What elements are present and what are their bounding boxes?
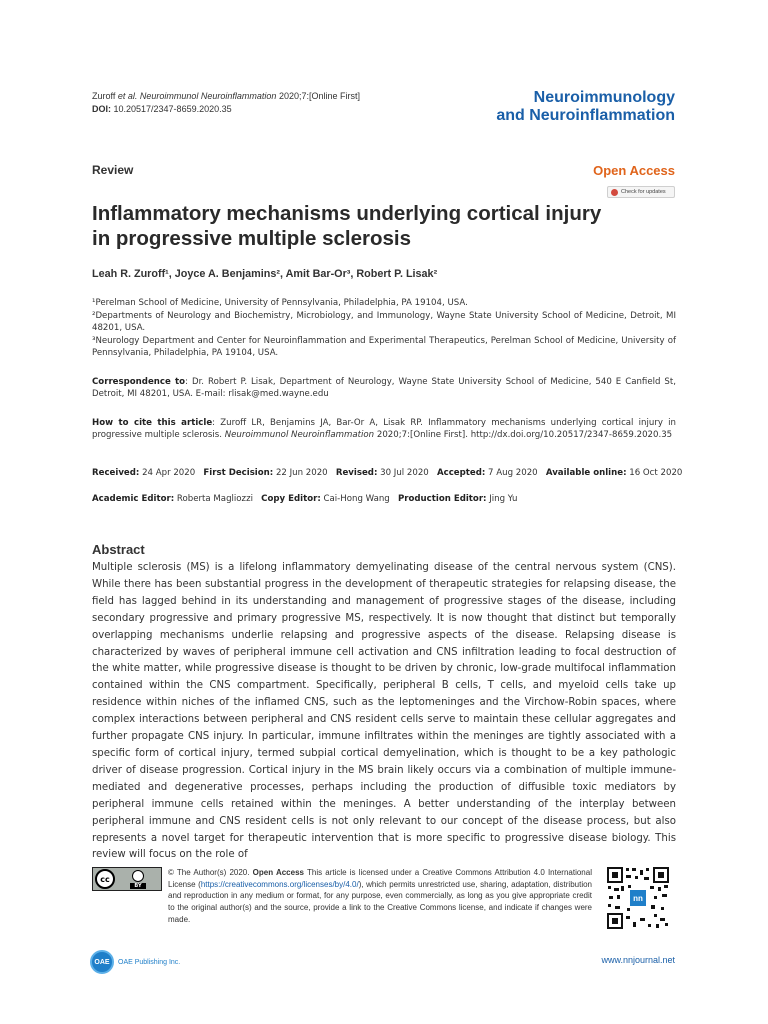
- cc-icon: [95, 869, 115, 889]
- article-type: Review: [92, 163, 134, 177]
- production-editor-label: Production Editor:: [397, 494, 487, 504]
- revised-date: 30 Jul 2020: [377, 468, 429, 478]
- correspondence-text: : Dr. Robert P. Lisak, Department of Neurology, Wayne State University School of Medicine, 540 E Canfield St, Detroit, MI 48201, USA. E-mail: rlisak@med.wayne.edu: [92, 377, 676, 400]
- citation-authors: Zuroff: [92, 91, 118, 101]
- abstract-body: Multiple sclerosis (MS) is a lifelong inflammatory demyelinating disease of the central nervous system (CNS). While there has been substantial progress in the development of therapeutic strategies for relapsing disease, the field has lagged behind in its understanding and management of progressive stages of the disease, including secondary progressive and primary progressive MS, respectively. It is now thought that distinct but temporally overlapping mechanisms underlie relapsing and progressive aspects of the disease. Relapsing disease is characterized by waves of peripheral immune cell activation and CNS infiltration leading to focal destruction of the white matter, while progressive disease is thought to be driven by chronic, low-grade multifocal inflammation contained within the CNS compartment. Specifically, peripheral B cells, T cells, and myeloid cells take up residence within niches of the inflamed CNS, such as the leptomeninges and the Virchow-Robin spaces, where complex interactions between peripheral and CNS resident cells serve to maintain these cellular aggregates and further propagate CNS injury. In particular, immune infiltrates within the meninges are tightly associated with a specific form of cortical injury, termed subpial cortical demyelination, which is thought to be a key pathologic driver of disease progression. Cortical injury in the MS brain likely occurs via a combination of multiple immune-mediated and degenerative processes, perhaps including the production of diffusible toxic mediators by peripheral immune cells retained within the meninges. A better understanding of the interplay between peripheral immune and CNS resident cells is not only relevant to our concept of the disease process, but also represents a novel target for therapeutic intervention that is more specific to progressive disease biology. This review will focus on the role of: [92, 562, 676, 861]
- how-to-cite-journal: Neuroimmunol Neuroinflammation: [224, 430, 375, 441]
- copy-editor: Cai-Hong Wang: [320, 494, 390, 504]
- title-line-1: Inflammatory mechanisms underlying cortical injury: [92, 202, 602, 225]
- journal-name-line1: Neuroimmunology: [533, 89, 675, 106]
- first-decision-date: 22 Jun 2020: [273, 468, 328, 478]
- author-list: Leah R. Zuroff¹, Joyce A. Benjamins², Amit Bar-Or³, Robert P. Lisak²: [92, 268, 438, 280]
- received-date: 24 Apr 2020: [139, 468, 196, 478]
- accepted-label: Accepted:: [436, 468, 486, 478]
- affiliation-2: ²Departments of Neurology and Biochemistry, Microbiology, and Immunology, Wayne State University School of Medicine, Detroit, MI 48201, USA.: [92, 311, 676, 334]
- citation-journal: Neuroimmunol Neuroinflammation: [137, 91, 277, 101]
- open-access-label: Open Access: [593, 163, 675, 178]
- doi-label: DOI:: [92, 104, 111, 114]
- academic-editor: Roberta Magliozzi: [174, 494, 253, 504]
- available-online-label: Available online:: [545, 468, 627, 478]
- license-url-link[interactable]: https://creativecommons.org/licenses/by/4.0/: [200, 879, 359, 889]
- title-line-2: in progressive multiple sclerosis: [92, 227, 412, 250]
- accepted-date: 7 Aug 2020: [485, 468, 538, 478]
- abstract-heading: Abstract: [92, 542, 145, 557]
- production-editor: Jing Yu: [486, 494, 518, 504]
- available-online-date: 16 Oct 2020: [626, 468, 683, 478]
- cc-by-badge[interactable]: [92, 867, 162, 891]
- first-decision-label: First Decision:: [203, 468, 274, 478]
- citation-header: [92, 90, 360, 116]
- license-text: [168, 867, 592, 926]
- affiliation-1: ¹Perelman School of Medicine, University of Pennsylvania, Philadelphia, PA 19104, USA.: [92, 298, 468, 308]
- academic-editor-label: Academic Editor:: [92, 494, 175, 504]
- person-icon: [132, 870, 144, 882]
- how-to-cite-text: : Zuroff LR, Benjamins JA, Bar-Or A, Lisak RP. Inflammatory mechanisms underlying cortical injury in progressive multiple sclerosis.: [92, 418, 676, 441]
- license-text-part2: ), which permits unrestricted use, sharing, adaptation, distribution and reproduction in any medium or format, for any purpose, even commercially, as long as you give appropriate credit to the original author(s) and the source, provide a link to the Creative Commons license, and indicate if changes were made.: [168, 879, 592, 924]
- how-to-cite-doi: 2020;7:[Online First]. http://dx.doi.org/10.20517/2347-8659.2020.35: [374, 430, 673, 441]
- journal-name: [496, 89, 675, 125]
- license-text-part1: This article is licensed under a Creative Commons Attribution 4.0 International License (: [168, 868, 592, 889]
- check-updates-label: Check for updates: [621, 189, 666, 195]
- copy-editor-label: Copy Editor:: [261, 494, 321, 504]
- citation-etal: et al.: [117, 91, 138, 101]
- check-updates-icon: [611, 189, 618, 196]
- publisher-name: OAE Publishing Inc.: [118, 958, 181, 966]
- license-copyright: © The Author(s) 2020.: [168, 868, 253, 877]
- how-to-cite: [92, 417, 676, 442]
- citation-rest: 2020;7:[Online First]: [276, 91, 360, 101]
- journal-website-link[interactable]: www.nnjournal.net: [601, 955, 675, 965]
- doi-link[interactable]: 10.20517/2347-8659.2020.35: [111, 104, 232, 114]
- correspondence-label: Correspondence to: [92, 377, 186, 387]
- by-icon: [115, 870, 161, 889]
- article-dates: [92, 468, 682, 478]
- article-title: [92, 201, 692, 251]
- received-label: Received:: [92, 468, 140, 478]
- svg-text:nn: nn: [633, 894, 643, 903]
- check-for-updates-button[interactable]: [607, 186, 675, 198]
- license-open-access: Open Access: [252, 868, 304, 877]
- correspondence: [92, 376, 676, 401]
- oae-logo-text: OAE: [94, 958, 110, 966]
- how-to-cite-label: How to cite this article: [92, 418, 213, 428]
- oae-logo-icon: [90, 950, 114, 974]
- revised-label: Revised:: [335, 468, 378, 478]
- affiliation-3: ³Neurology Department and Center for Neuroinflammation and Experimental Therapeutics, Perelman School of Medicine, University of Pennsylvania, Philadelphia, PA 19104, USA.: [92, 336, 676, 359]
- journal-name-line2: and Neuroinflammation: [496, 107, 675, 124]
- editors: [92, 494, 518, 504]
- qr-code: [606, 866, 670, 930]
- by-label: BY: [130, 883, 145, 889]
- cc-icon-label: cc: [100, 874, 110, 884]
- publisher-logo[interactable]: [90, 950, 180, 974]
